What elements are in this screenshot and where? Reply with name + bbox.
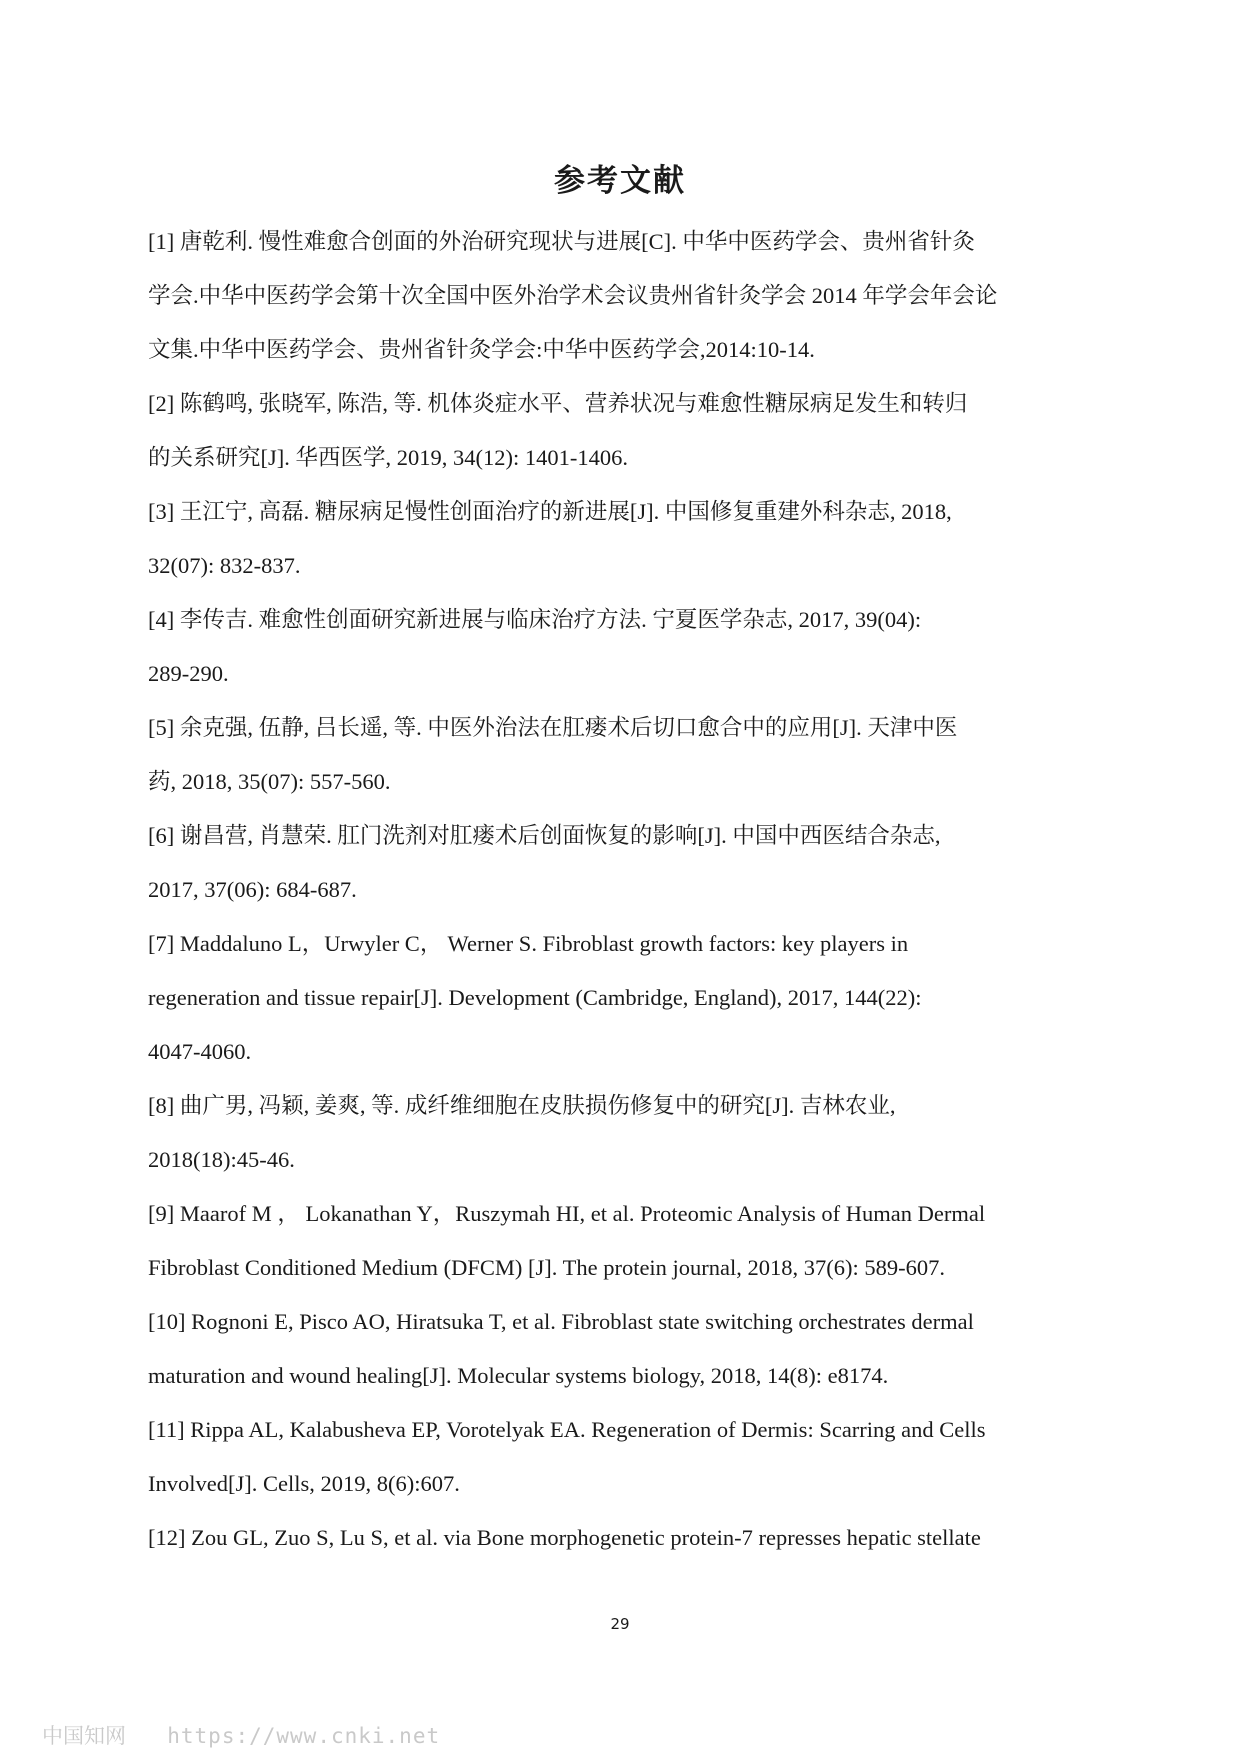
reference-line: [11] Rippa AL, Kalabusheva EP, Vorotelyak EA. Regeneration of Dermis: Scarring and Cells bbox=[148, 1417, 986, 1442]
cnki-watermark bbox=[42, 1720, 440, 1750]
reference-line: 的关系研究[J]. 华西医学, 2019, 34(12): 1401-1406. bbox=[148, 445, 628, 470]
reference-line: Fibroblast Conditioned Medium (DFCM) [J]. The protein journal, 2018, 37(6): 589-607. bbox=[148, 1255, 946, 1280]
reference-line: 289-290. bbox=[148, 661, 229, 686]
reference-line: [9] Maarof M ， Lokanathan Y，Ruszymah HI, et al. Proteomic Analysis of Human Dermal bbox=[148, 1201, 986, 1226]
reference-line: 文集.中华中医药学会、贵州省针灸学会:中华中医药学会,2014:10-14. bbox=[148, 337, 815, 362]
reference-line: regeneration and tissue repair[J]. Development (Cambridge, England), 2017, 144(22): bbox=[148, 985, 922, 1010]
reference-line: [12] Zou GL, Zuo S, Lu S, et al. via Bone morphogenetic protein-7 represses hepatic stellate bbox=[148, 1525, 981, 1550]
reference-item-5 bbox=[148, 701, 1098, 809]
reference-item-9 bbox=[148, 1187, 1098, 1295]
reference-line: 学会.中华中医药学会第十次全国中医外治学术会议贵州省针灸学会 2014 年学会年会论 bbox=[148, 283, 998, 308]
reference-line: [6] 谢昌营, 肖慧荣. 肛门洗剂对肛瘘术后创面恢复的影响[J]. 中国中西医结合杂志, bbox=[148, 823, 941, 848]
reference-item-12 bbox=[148, 1511, 1098, 1565]
reference-line: 32(07): 832-837. bbox=[148, 553, 301, 578]
reference-line: [4] 李传吉. 难愈性创面研究新进展与临床治疗方法. 宁夏医学杂志, 2017, 39(04): bbox=[148, 607, 922, 632]
reference-item-11 bbox=[148, 1403, 1098, 1511]
reference-line: [10] Rognoni E, Pisco AO, Hiratsuka T, et al. Fibroblast state switching orchestrates dermal bbox=[148, 1309, 974, 1334]
reference-line: 2018(18):45-46. bbox=[148, 1147, 295, 1172]
page-number: 29 bbox=[610, 1615, 630, 1633]
reference-line: [2] 陈鹤鸣, 张晓军, 陈浩, 等. 机体炎症水平、营养状况与难愈性糖尿病足发生和转归 bbox=[148, 391, 968, 416]
reference-line: 2017, 37(06): 684-687. bbox=[148, 877, 357, 902]
reference-line: [7] Maddaluno L，Urwyler C， Werner S. Fibroblast growth factors: key players in bbox=[148, 931, 909, 956]
reference-item-1 bbox=[148, 215, 1098, 377]
reference-line: [5] 余克强, 伍静, 吕长遥, 等. 中医外治法在肛瘘术后切口愈合中的应用[J]. 天津中医 bbox=[148, 715, 958, 740]
reference-line: 4047-4060. bbox=[148, 1039, 252, 1064]
reference-line: [8] 曲广男, 冯颖, 姜爽, 等. 成纤维细胞在皮肤损伤修复中的研究[J]. 吉林农业, bbox=[148, 1093, 896, 1118]
references-heading: 参考文献 bbox=[554, 163, 686, 199]
reference-item-6 bbox=[148, 809, 1098, 917]
reference-line: [1] 唐乾利. 慢性难愈合创面的外治研究现状与进展[C]. 中华中医药学会、贵州省针灸 bbox=[148, 229, 975, 254]
reference-line: maturation and wound healing[J]. Molecular systems biology, 2018, 14(8): e8174. bbox=[148, 1363, 889, 1388]
reference-line: 药, 2018, 35(07): 557-560. bbox=[148, 769, 391, 794]
reference-line: Involved[J]. Cells, 2019, 8(6):607. bbox=[148, 1471, 460, 1496]
reference-item-8 bbox=[148, 1079, 1098, 1187]
watermark-url: https://www.cnki.net bbox=[167, 1724, 441, 1748]
reference-item-10 bbox=[148, 1295, 1098, 1403]
reference-item-3 bbox=[148, 485, 1098, 593]
reference-list bbox=[148, 215, 1098, 1565]
reference-line: [3] 王江宁, 高磊. 糖尿病足慢性创面治疗的新进展[J]. 中国修复重建外科杂志, 2018, bbox=[148, 499, 952, 524]
reference-item-7 bbox=[148, 917, 1098, 1079]
reference-item-4 bbox=[148, 593, 1098, 701]
watermark-site-name: 中国知网 bbox=[42, 1724, 126, 1748]
reference-item-2 bbox=[148, 377, 1098, 485]
